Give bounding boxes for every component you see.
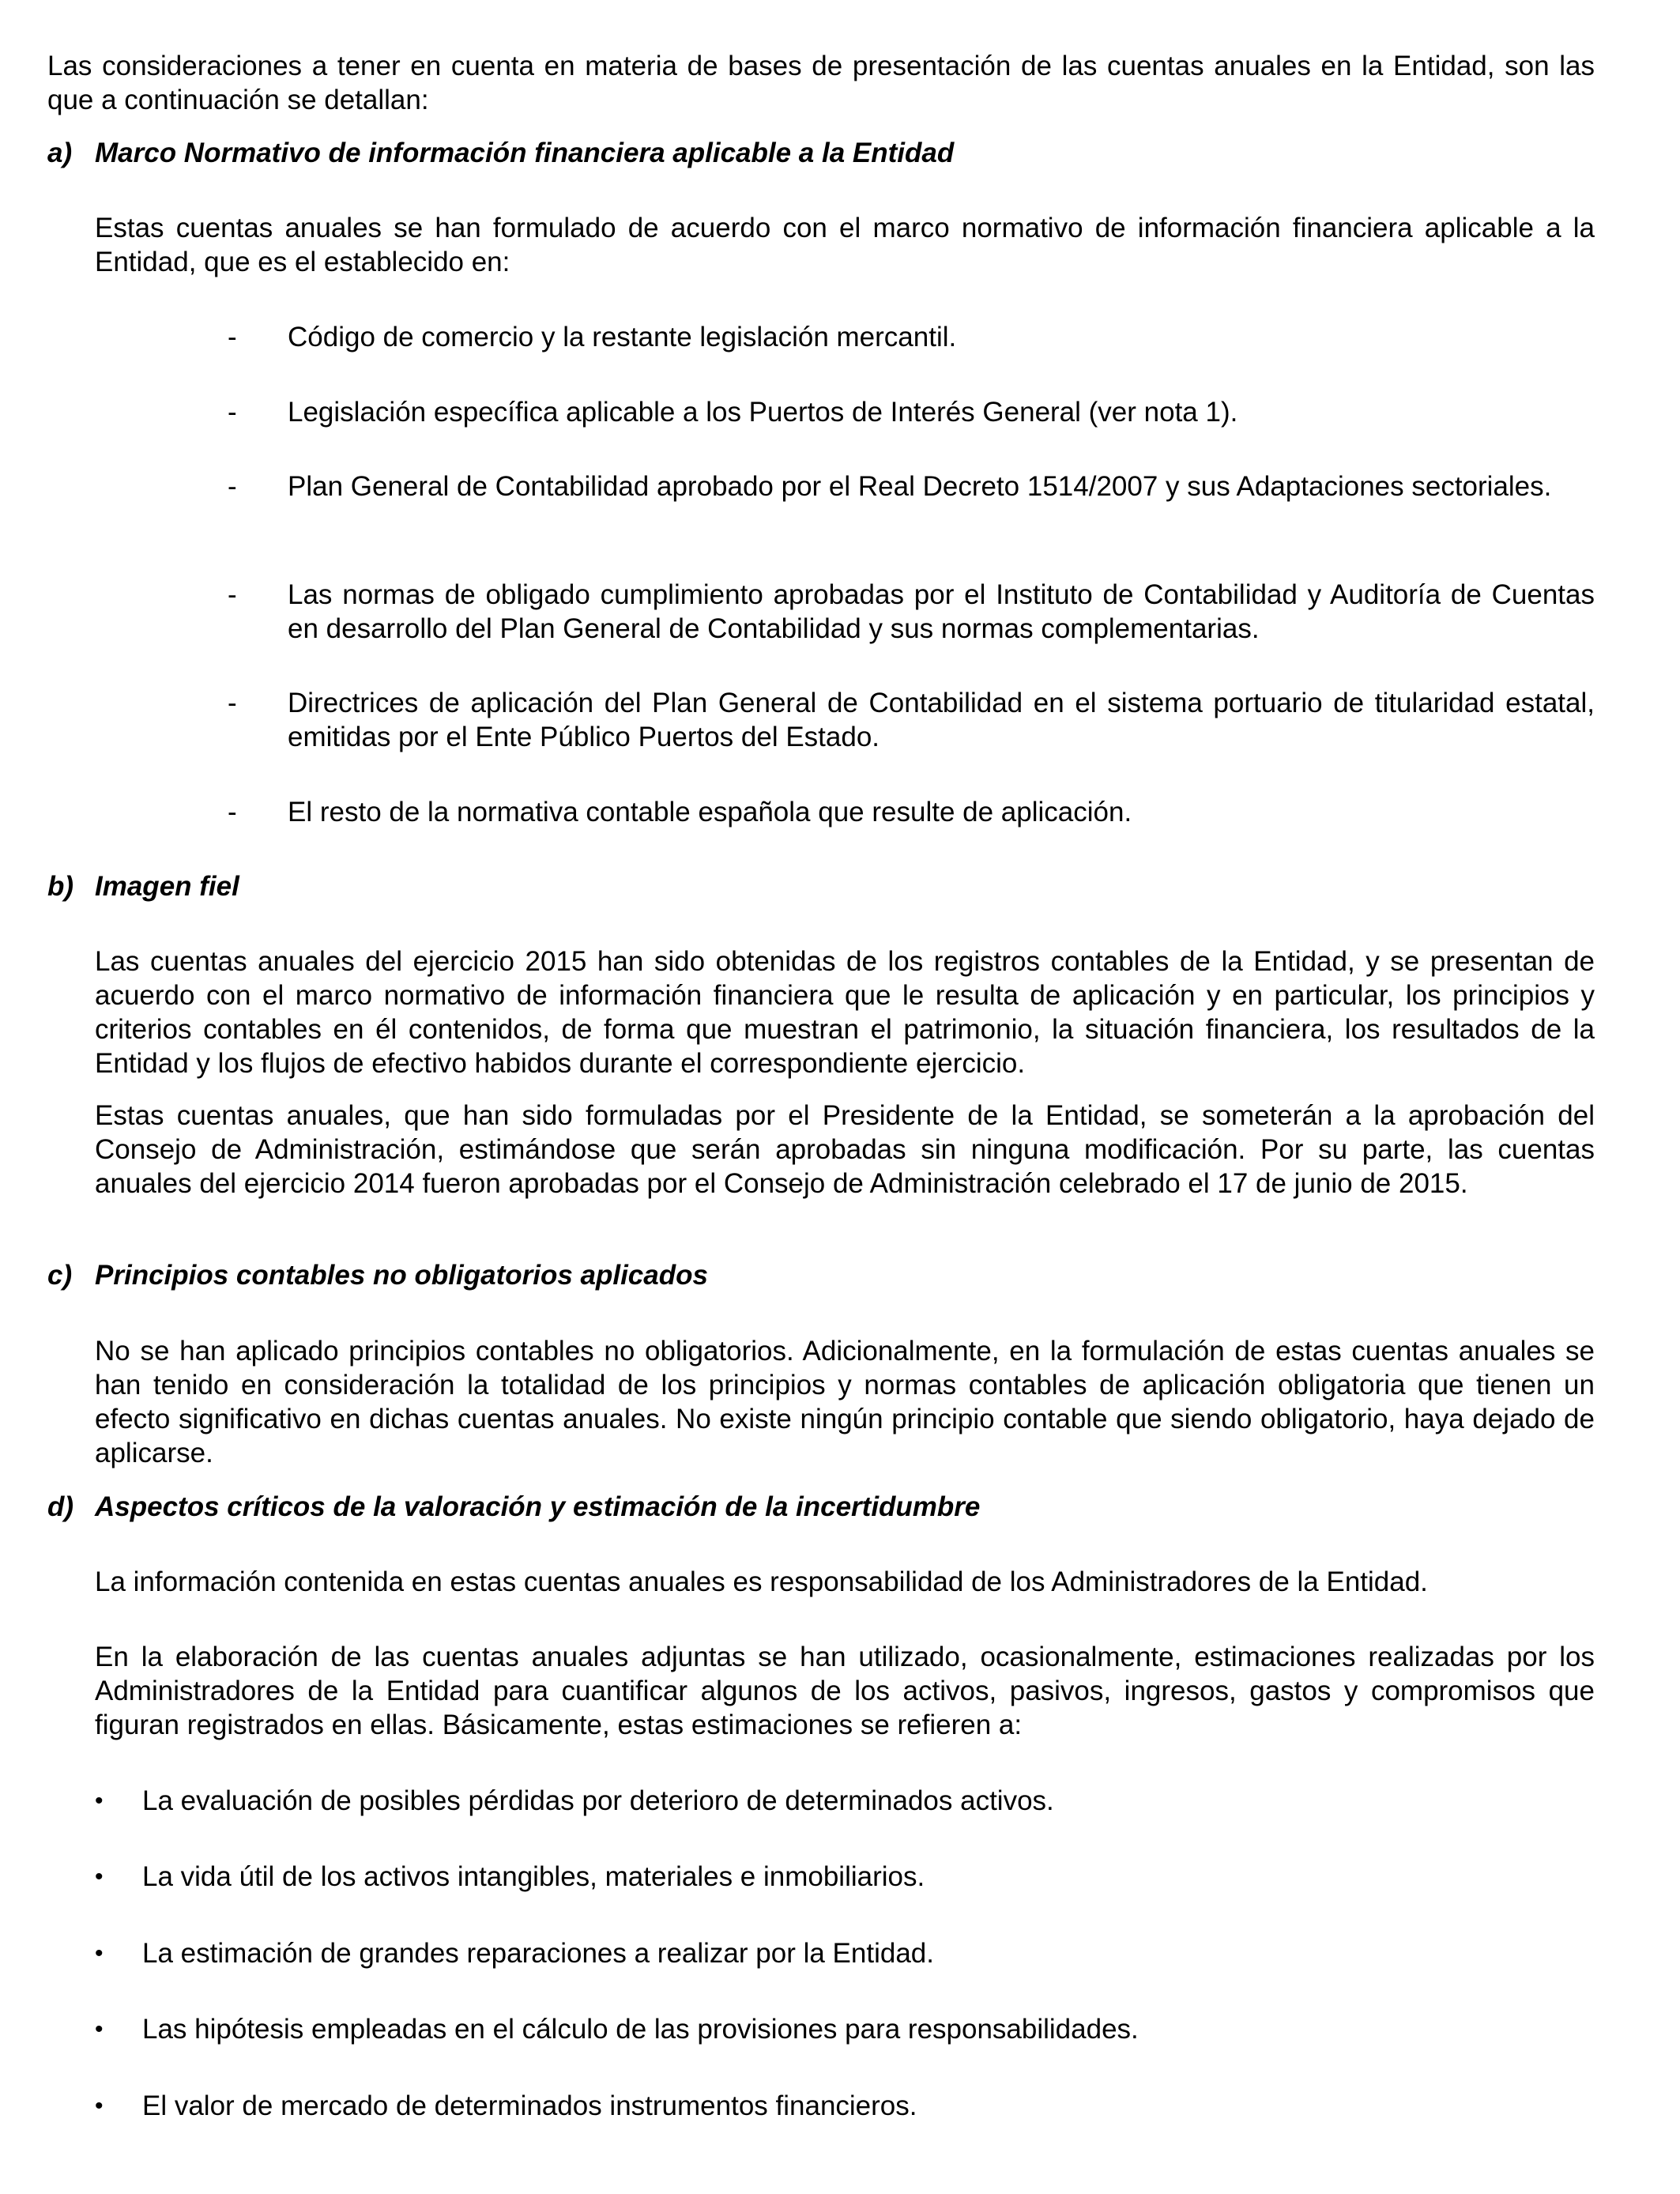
bullet-marker: • <box>95 1788 104 1814</box>
section-d-title: Aspectos críticos de la valoración y estimación de la incertidumbre <box>95 1491 981 1522</box>
section-d-heading <box>47 1490 980 1524</box>
section-d-paragraph-2: En la elaboración de las cuentas anuales adjuntas se han utilizado, ocasionalmente, estimaciones realizadas por los Administradores de la Entidad para cuantificar algunos de los activos, pasivos, ingresos, gastos y compromisos que figuran registrados en ellas. Básicamente, estas estimaciones se refieren a: <box>95 1642 1595 1740</box>
list-item-text: El resto de la normativa contable española que resulte de aplicación. <box>288 797 1132 827</box>
intro-paragraph: Las consideraciones a tener en cuenta en materia de bases de presentación de las cuentas anuales en la Entidad, son las que a continuación se detallan: <box>47 51 1595 115</box>
section-d-letter: d) <box>47 1491 74 1522</box>
bullet-marker: • <box>95 1940 104 1966</box>
bullet-marker: • <box>95 1864 104 1890</box>
dash-marker: - <box>228 797 237 827</box>
section-c-heading <box>47 1258 708 1292</box>
section-c-title: Principios contables no obligatorios aplicados <box>95 1260 708 1291</box>
section-b-paragraph-2: Estas cuentas anuales, que han sido formuladas por el Presidente de la Entidad, se someterán a la aprobación del Consejo de Administración, estimándose que serán aprobadas sin ninguna modificación. Por su parte, las cuentas anuales del ejercicio 2014 fueron aprobadas por el Consejo de Administración celebrado el 17 de junio de 2015. <box>95 1100 1595 1199</box>
section-a-paragraph: Estas cuentas anuales se han formulado de acuerdo con el marco normativo de información financiera aplicable a la Entidad, que es el establecido en: <box>95 213 1595 277</box>
section-c-paragraph: No se han aplicado principios contables no obligatorios. Adicionalmente, en la formulación de estas cuentas anuales se han tenido en consideración la totalidad de los principios y normas contables de aplicación obligatoria que tienen un efecto significativo en dichas cuentas anuales. No existe ningún principio contable que siendo obligatorio, haya dejado de aplicarse. <box>95 1336 1595 1468</box>
dash-marker: - <box>228 322 237 352</box>
section-a-title: Marco Normativo de información financiera aplicable a la Entidad <box>95 138 955 168</box>
dash-marker: - <box>228 579 237 610</box>
section-c-letter: c) <box>47 1260 73 1291</box>
bullet-marker: • <box>95 2016 104 2042</box>
section-b-letter: b) <box>47 871 74 902</box>
section-d-paragraph-1: La información contenida en estas cuentas anuales es responsabilidad de los Administradores de la Entidad. <box>95 1566 1428 1597</box>
section-b-title: Imagen fiel <box>95 871 239 902</box>
list-item-text: Las normas de obligado cumplimiento aprobadas por el Instituto de Contabilidad y Auditoría de Cuentas en desarrollo del Plan General de Contabilidad y sus normas complementarias. <box>288 579 1595 644</box>
dash-marker: - <box>228 397 237 428</box>
section-a-heading <box>47 136 954 170</box>
list-item-text: La evaluación de posibles pérdidas por deterioro de determinados activos. <box>142 1785 1054 1816</box>
section-a-letter: a) <box>47 138 73 168</box>
section-b-heading <box>47 869 239 903</box>
bullet-marker: • <box>95 2093 104 2119</box>
list-item-text: La estimación de grandes reparaciones a realizar por la Entidad. <box>142 1938 934 1969</box>
list-item-text: El valor de mercado de determinados instrumentos financieros. <box>142 2090 917 2121</box>
list-item-text: Las hipótesis empleadas en el cálculo de las provisiones para responsabilidades. <box>142 2014 1139 2045</box>
list-item-text: Directrices de aplicación del Plan General de Contabilidad en el sistema portuario de titularidad estatal, emitidas por el Ente Público Puertos del Estado. <box>288 688 1595 752</box>
list-item-text: La vida útil de los activos intangibles, materiales e inmobiliarios. <box>142 1861 925 1892</box>
list-item-text: Legislación específica aplicable a los Puertos de Interés General (ver nota 1). <box>288 397 1238 428</box>
section-b-paragraph-1: Las cuentas anuales del ejercicio 2015 han sido obtenidas de los registros contables de la Entidad, y se presentan de acuerdo con el marco normativo de información financiera que le resulta de aplicación y en particular, los principios y criterios contables en él contenidos, de forma que muestran el patrimonio, la situación financiera, los resultados de la Entidad y los flujos de efectivo habidos durante el correspondiente ejercicio. <box>95 946 1595 1079</box>
list-item-text: Código de comercio y la restante legislación mercantil. <box>288 322 957 352</box>
list-item-text: Plan General de Contabilidad aprobado por el Real Decreto 1514/2007 y sus Adaptaciones sectoriales. <box>288 471 1552 502</box>
dash-marker: - <box>228 688 237 718</box>
dash-marker: - <box>228 471 237 502</box>
